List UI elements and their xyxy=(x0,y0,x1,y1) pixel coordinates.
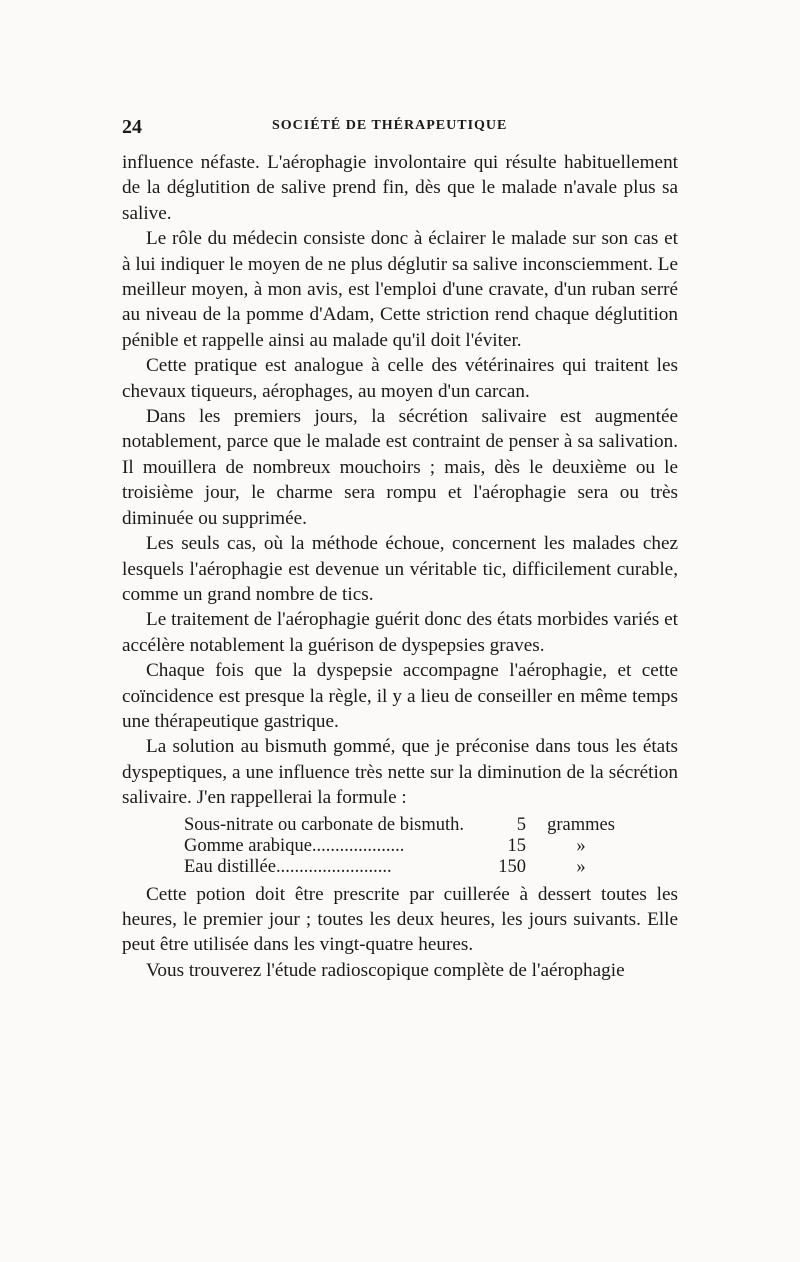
paragraph: Le rôle du médecin consiste donc à éclairer le malade sur son cas et à lui indiquer le moyen de ne plus déglutir sa salive inconsciemment. Le meilleur moyen, à mon avis, est l'emploi d'une cravate, d'un ruban serré au niveau de la pomme d'Adam, Cette striction rend chaque déglutition pénible et rappelle ainsi au malade qu'il doit l'éviter. xyxy=(122,228,678,351)
page-header xyxy=(122,116,682,142)
formula-row xyxy=(184,815,624,836)
formula-row xyxy=(184,836,624,857)
formula-unit: » xyxy=(576,856,586,877)
paragraph: Les seuls cas, où la méthode échoue, concernent les malades chez lesquels l'aérophagie est devenue un véritable tic, difficilement curable, comme un grand nombre de tics. xyxy=(122,533,678,605)
page-number: 24 xyxy=(122,116,142,138)
paragraph: influence néfaste. L'aérophagie involontaire qui résulte habituellement de la déglutition de salive prend fin, dès que le malade n'avale plus sa salive. xyxy=(122,152,678,224)
formula-unit: grammes xyxy=(547,814,615,835)
formula-unit: » xyxy=(576,835,586,856)
formula-quantity: 15 xyxy=(507,835,526,856)
formula-ingredient: Eau distillée......................... xyxy=(184,856,392,877)
formula-table xyxy=(184,815,624,878)
running-head: SOCIÉTÉ DE THÉRAPEUTIQUE xyxy=(272,118,508,133)
paragraph: Chaque fois que la dyspepsie accompagne l'aérophagie, et cette coïncidence est presque la règle, il y a lieu de conseiller en même temps une thérapeutique gastrique. xyxy=(122,660,678,732)
paragraph: La solution au bismuth gommé, que je préconise dans tous les états dyspeptiques, a une influence très nette sur la diminution de la sécrétion salivaire. J'en rappellerai la formule : xyxy=(122,736,678,809)
formula-ingredient: Sous-nitrate ou carbonate de bismuth. xyxy=(184,814,465,835)
paragraph: Cette potion doit être prescrite par cuillerée à dessert toutes les heures, le premier jour ; toutes les deux heures, les jours suivants. Elle peut être utilisée dans les vingt-quatre heures. xyxy=(122,883,678,956)
paragraph: Vous trouverez l'étude radioscopique complète de l'aérophagie xyxy=(146,959,625,981)
formula-quantity: 150 xyxy=(498,856,526,877)
formula-row xyxy=(184,857,624,878)
paragraph: Le traitement de l'aérophagie guérit donc des états morbides variés et accélère notablement la guérison de dyspepsies graves. xyxy=(122,609,678,656)
formula-ingredient: Gomme arabique.................... xyxy=(184,835,405,856)
formula-quantity: 5 xyxy=(516,814,526,835)
paragraph: Cette pratique est analogue à celle des vétérinaires qui traitent les chevaux tiqueurs, aérophages, au moyen d'un carcan. xyxy=(122,355,678,402)
paragraph: Dans les premiers jours, la sécrétion salivaire est augmentée notablement, parce que le malade est contraint de penser à sa salivation. Il mouillera de nombreux mouchoirs ; mais, dès le deuxième ou le troisième jour, le charme sera rompu et l'aérophagie sera ou très diminuée ou supprimée. xyxy=(122,406,678,529)
body-text xyxy=(122,150,678,983)
